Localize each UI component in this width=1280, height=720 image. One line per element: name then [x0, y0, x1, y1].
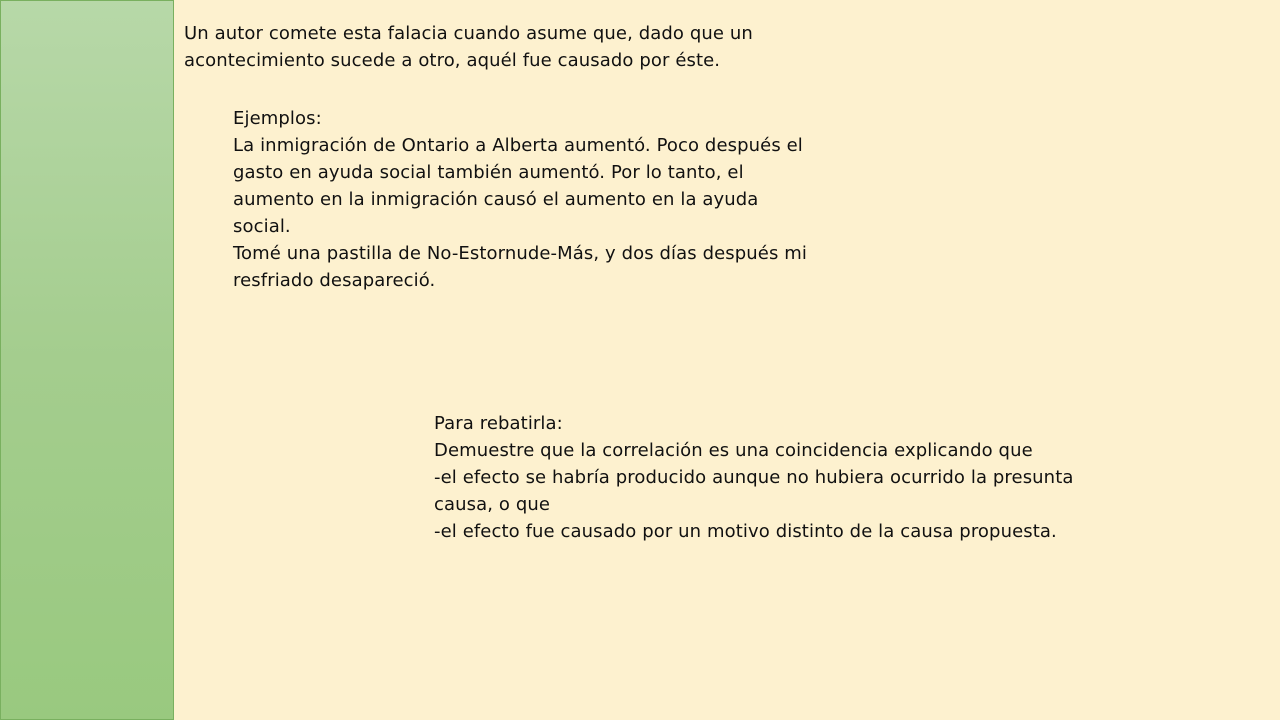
rebuttal-line: -el efecto se habría producido aunque no hubiera ocurrido la presunta	[434, 467, 1074, 488]
definition-line: acontecimiento sucede a otro, aquél fue causado por éste.	[184, 50, 721, 71]
rebuttal-heading: Para rebatirla:	[434, 413, 563, 434]
rebuttal-paragraph	[434, 410, 1134, 545]
definition-line: Un autor comete esta falacia cuando asume que, dado que un	[184, 23, 753, 44]
example-line: resfriado desapareció.	[233, 270, 436, 291]
green-side-bar	[0, 0, 174, 720]
rebuttal-line: -el efecto fue causado por un motivo distinto de la causa propuesta.	[434, 521, 1057, 542]
example-line: La inmigración de Ontario a Alberta aumentó. Poco después el	[233, 135, 803, 156]
examples-heading: Ejemplos:	[233, 108, 322, 129]
examples-paragraph	[233, 105, 858, 294]
definition-paragraph	[184, 20, 824, 74]
example-line: aumento en la inmigración causó el aumento en la ayuda	[233, 189, 759, 210]
rebuttal-line: causa, o que	[434, 494, 551, 515]
rebuttal-line: Demuestre que la correlación es una coincidencia explicando que	[434, 440, 1033, 461]
example-line: gasto en ayuda social también aumentó. Por lo tanto, el	[233, 162, 744, 183]
example-line: Tomé una pastilla de No-Estornude-Más, y dos días después mi	[233, 243, 808, 264]
example-line: social.	[233, 216, 291, 237]
